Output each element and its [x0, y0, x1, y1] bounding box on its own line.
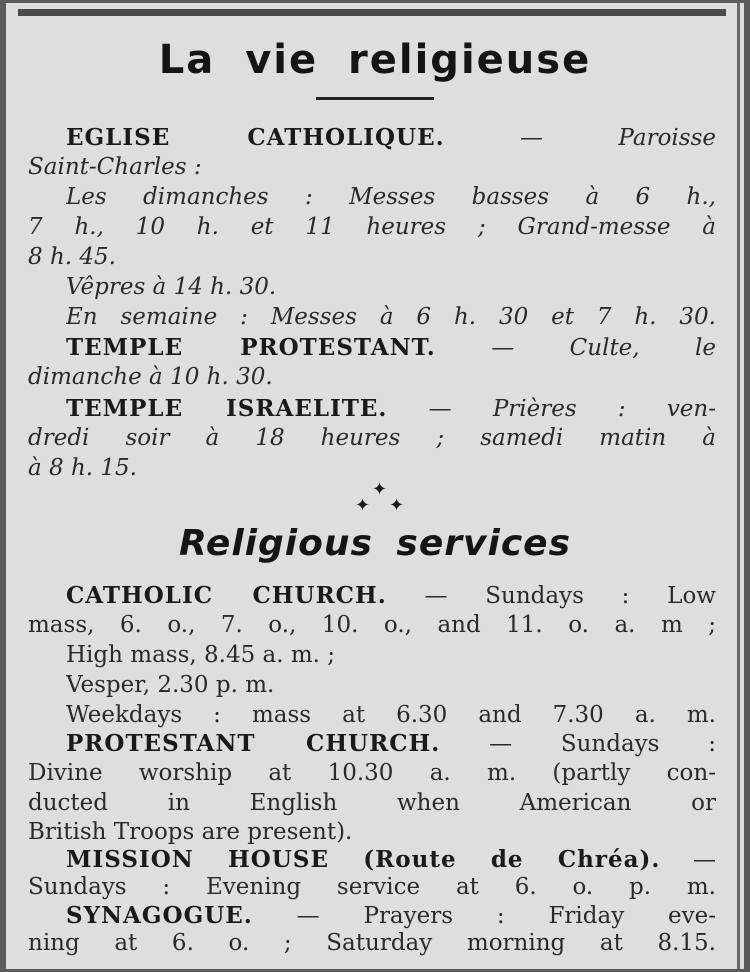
fr-line-6: Vêpres à 14 h. 30.	[66, 274, 277, 300]
fr-israelite-prayers: — Prières : ven-	[428, 396, 716, 422]
fr-line-10	[66, 394, 716, 423]
fr-line-7: En semaine : Messes à 6 h. 30 et 7 h. 30.	[66, 304, 716, 330]
fr-line-1	[66, 123, 716, 152]
fr-catholic-heading: EGLISE CATHOLIQUE.	[66, 124, 445, 151]
en-line-1	[66, 581, 716, 610]
fr-protestant-service: — Culte, le	[491, 335, 716, 361]
en-line-2: mass, 6. o., 7. o., 10. o., and 11. o. a. m ;	[28, 612, 716, 638]
en-line-5: Weekdays : mass at 6.30 and 7.30 a. m.	[66, 702, 716, 728]
title-underline	[316, 97, 434, 100]
ornament-star-left: ✦	[355, 495, 371, 516]
en-mission-house-dash: —	[693, 847, 716, 873]
right-border-rule	[737, 3, 740, 969]
fr-line-8	[66, 333, 716, 362]
newspaper-clipping	[6, 3, 744, 969]
fr-line-12: à 8 h. 15.	[28, 455, 137, 481]
fr-protestant-heading: TEMPLE PROTESTANT.	[66, 334, 436, 361]
en-catholic-sundays: — Sundays : Low	[424, 583, 716, 609]
ornament-star-top: ✦	[372, 479, 388, 500]
top-border-rule	[18, 9, 726, 16]
en-line-3: High mass, 8.45 a. m. ;	[66, 642, 336, 668]
fr-line-4: 7 h., 10 h. et 11 heures ; Grand-messe à	[28, 214, 716, 240]
en-synagogue-heading: SYNAGOGUE.	[66, 902, 253, 929]
fr-line-2: Saint-Charles :	[28, 154, 202, 180]
fr-line-3: Les dimanches : Messes basses à 6 h.,	[66, 184, 716, 210]
fr-line-11: dredi soir à 18 heures ; samedi matin à	[28, 425, 716, 451]
en-mission-house-heading: MISSION HOUSE (Route de Chréa).	[66, 846, 661, 873]
en-line-10	[66, 845, 716, 874]
title-french: La vie religieuse	[158, 37, 592, 83]
en-protestant-heading: PROTESTANT CHURCH.	[66, 730, 441, 757]
en-line-6	[66, 729, 716, 758]
en-line-11: Sundays : Evening service at 6. o. p. m.	[28, 874, 716, 900]
en-catholic-heading: CATHOLIC CHURCH.	[66, 582, 387, 609]
fr-israelite-heading: TEMPLE ISRAELITE.	[66, 395, 388, 422]
ornament-star-right: ✦	[389, 495, 405, 516]
en-line-12	[66, 901, 716, 930]
en-line-9: British Troops are present).	[28, 819, 353, 845]
en-line-13: ning at 6. o. ; Saturday morning at 8.15.	[28, 930, 716, 956]
fr-catholic-parish: — Paroisse	[520, 125, 716, 151]
en-line-8: ducted in English when American or	[28, 790, 716, 816]
en-protestant-sundays: — Sundays :	[489, 731, 716, 757]
fr-line-5: 8 h. 45.	[28, 244, 116, 270]
three-star-ornament-icon	[351, 481, 411, 517]
title-english: Religious services	[178, 523, 572, 564]
en-line-4: Vesper, 2.30 p. m.	[66, 672, 275, 698]
en-line-7: Divine worship at 10.30 a. m. (partly con-	[28, 760, 716, 786]
fr-line-9: dimanche à 10 h. 30.	[28, 364, 273, 390]
en-synagogue-prayers: — Prayers : Friday eve-	[296, 903, 716, 929]
